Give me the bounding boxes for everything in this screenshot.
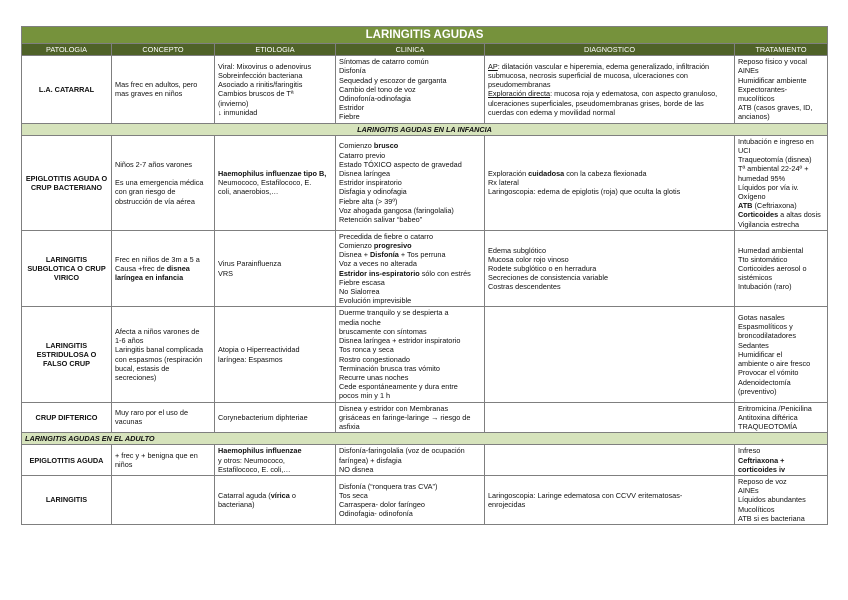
pathology-cell: EPIGLOTITIS AGUDA [22, 445, 112, 476]
etiology-cell: Haemophilus influenzae tipo B, Neumococo, Estafilococo, E. coli, anaerobios,… [215, 135, 336, 230]
title-row [22, 27, 828, 44]
pathology-cell: LARINGITIS [22, 475, 112, 524]
table-row [22, 402, 828, 433]
header-clinica: CLINICA [336, 44, 485, 56]
treatment-cell: Eritromicina /Penicilina Antitoxina diftérica TRAQUEOTOMÍA [735, 402, 828, 433]
header-diagnostico: DIAGNOSTICO [485, 44, 735, 56]
table-row [22, 230, 828, 307]
header-patologia: PATOLOGIA [22, 44, 112, 56]
pathology-cell: CRUP DIFTERICO [22, 402, 112, 433]
concept-cell: Mas frec en adultos, pero mas graves en niños [112, 56, 215, 123]
concept-cell [112, 475, 215, 524]
etiology-cell: Haemophilus influenzae y otros: Neumococo, Estafilococo, E. coli,… [215, 445, 336, 476]
clinic-cell: Disfonía-faringolalia (voz de ocupación faríngea) + disfagia NO disnea [336, 445, 485, 476]
pathology-cell: LARINGITIS ESTRIDULOSA O FALSO CRUP [22, 307, 112, 402]
section-row [22, 123, 828, 135]
concept-cell: Frec en niños de 3m a 5 a Causa +frec de disnea laríngea en infancia [112, 230, 215, 307]
treatment-cell: Reposo físico y vocal AINEs Humidificar ambiente Expectorantes- mucolíticos ATB (casos graves, ID, ancianos) [735, 56, 828, 123]
etiology-cell: Virus Parainfluenza VRS [215, 230, 336, 307]
header-etiologia: ETIOLOGIA [215, 44, 336, 56]
etiology-cell: Atopia o Hiperreactividad laríngea: Espasmos [215, 307, 336, 402]
pathology-cell: LARINGITIS SUBGLOTICA O CRUP VIRICO [22, 230, 112, 307]
laringitis-sheet [21, 26, 827, 525]
section-adulto: LARINGITIS AGUDAS EN EL ADULTO [22, 433, 828, 445]
treatment-cell: Gotas nasales Espasmolíticos y broncodilatadores Sedantes Humidificar el ambiente o aire fresco Provocar el vómito Adenoidectomía (preventivo) [735, 307, 828, 402]
clinic-cell: Disfonía (“ronquera tras CVA”) Tos seca Carraspera- dolor faríngeo Odinofagia- odinofonía [336, 475, 485, 524]
treatment-cell: Humedad ambiental Tto sintomático Corticoides aerosol o sistémicos Intubación (raro) [735, 230, 828, 307]
header-tratamiento: TRATAMIENTO [735, 44, 828, 56]
etiology-cell: Corynebacterium diphteriae [215, 402, 336, 433]
etiology-cell: Catarral aguda (vírica o bacteriana) [215, 475, 336, 524]
pathology-cell: L.A. CATARRAL [22, 56, 112, 123]
treatment-cell: Reposo de voz AINEs Líquidos abundantes Mucolíticos ATB si es bacteriana [735, 475, 828, 524]
diagnosis-cell: AP: dilatación vascular e hiperemia, edema generalizado, infiltración submucosa, necrosis superficial de mucosa, ulceraciones con pseudomembranas Exploración directa: mucosa roja y edematosa, con aspecto granuloso, ulceraciones superficiales, pseudomembranas grises, borde de las cuerdas con edema y movilidad normal [485, 56, 735, 123]
table-row [22, 475, 828, 524]
table-row [22, 445, 828, 476]
section-row [22, 433, 828, 445]
section-infancia: LARINGITIS AGUDAS EN LA INFANCIA [22, 123, 828, 135]
diagnosis-cell: Laringoscopia: Laringe edematosa con CCVV eritematosas- enrojecidas [485, 475, 735, 524]
concept-cell: Niños 2-7 años varones Es una emergencia médica con gran riesgo de obstrucción de vía aérea [112, 135, 215, 230]
concept-cell: + frec y + benigna que en niños [112, 445, 215, 476]
table-row [22, 135, 828, 230]
laringitis-table [21, 26, 828, 525]
diagnosis-cell [485, 402, 735, 433]
etiology-cell: Viral: Mixovirus o adenovirus Sobreinfección bacteriana Asociado a rinitis/faringitis Cambios bruscos de Tª (invierno) ↓ inmunidad [215, 56, 336, 123]
diagnosis-cell [485, 307, 735, 402]
clinic-cell: Duerme tranquilo y se despierta a media noche bruscamente con síntomas Disnea laríngea + estridor inspiratorio Tos ronca y seca Rostro congestionado Terminación brusca tras vómito Recurre unas noches Cede espontáneamente y dura entre pocos min y 1 h [336, 307, 485, 402]
pathology-cell: EPIGLOTITIS AGUDA O CRUP BACTERIANO [22, 135, 112, 230]
header-row [22, 44, 828, 56]
clinic-cell: Disnea y estridor con Membranas grisáceas en faringe-laringe → riesgo de asfixia [336, 402, 485, 433]
table-row [22, 56, 828, 123]
diagnosis-cell [485, 445, 735, 476]
table-title: LARINGITIS AGUDAS [22, 27, 828, 44]
table-row [22, 307, 828, 402]
clinic-cell: Precedida de fiebre o catarro Comienzo progresivo Disnea + Disfonía + Tos perruna Voz a veces no alterada Estridor ins-espiratorio sólo con estrés Fiebre escasa No Sialorrea Evolución imprevisible [336, 230, 485, 307]
header-concepto: CONCEPTO [112, 44, 215, 56]
concept-cell: Muy raro por el uso de vacunas [112, 402, 215, 433]
treatment-cell: Infreso Ceftriaxona + corticoides iv [735, 445, 828, 476]
clinic-cell: Comienzo brusco Catarro previo Estado TÓXICO aspecto de gravedad Disnea laríngea Estridor inspiratorio Disfagia y odinofagia Fiebre alta (> 39º) Voz ahogada gangosa (faringolalia) Retención salivar “babeo” [336, 135, 485, 230]
concept-cell: Afecta a niños varones de 1-6 años Laringitis banal complicada con espasmos (respiración bucal, estasis de secreciones) [112, 307, 215, 402]
clinic-cell: Síntomas de catarro común Disfonía Sequedad y escozor de garganta Cambio del tono de voz Odinofonía-odinofagia Estridor Fiebre [336, 56, 485, 123]
diagnosis-cell: Edema subglótico Mucosa color rojo vinoso Rodete subglótico o en herradura Secreciones de consistencia variable Costras descendentes [485, 230, 735, 307]
treatment-cell: Intubación e ingreso en UCI Traqueotomía (disnea) Tª ambiental 22-24º + humedad 95% Líquidos por vía iv. Oxígeno ATB (Ceftriaxona) Corticoides a altas dosis Vigilancia estrecha [735, 135, 828, 230]
diagnosis-cell: Exploración cuidadosa con la cabeza flexionada Rx lateral Laringoscopia: edema de epiglotis (roja) que oculta la glotis [485, 135, 735, 230]
